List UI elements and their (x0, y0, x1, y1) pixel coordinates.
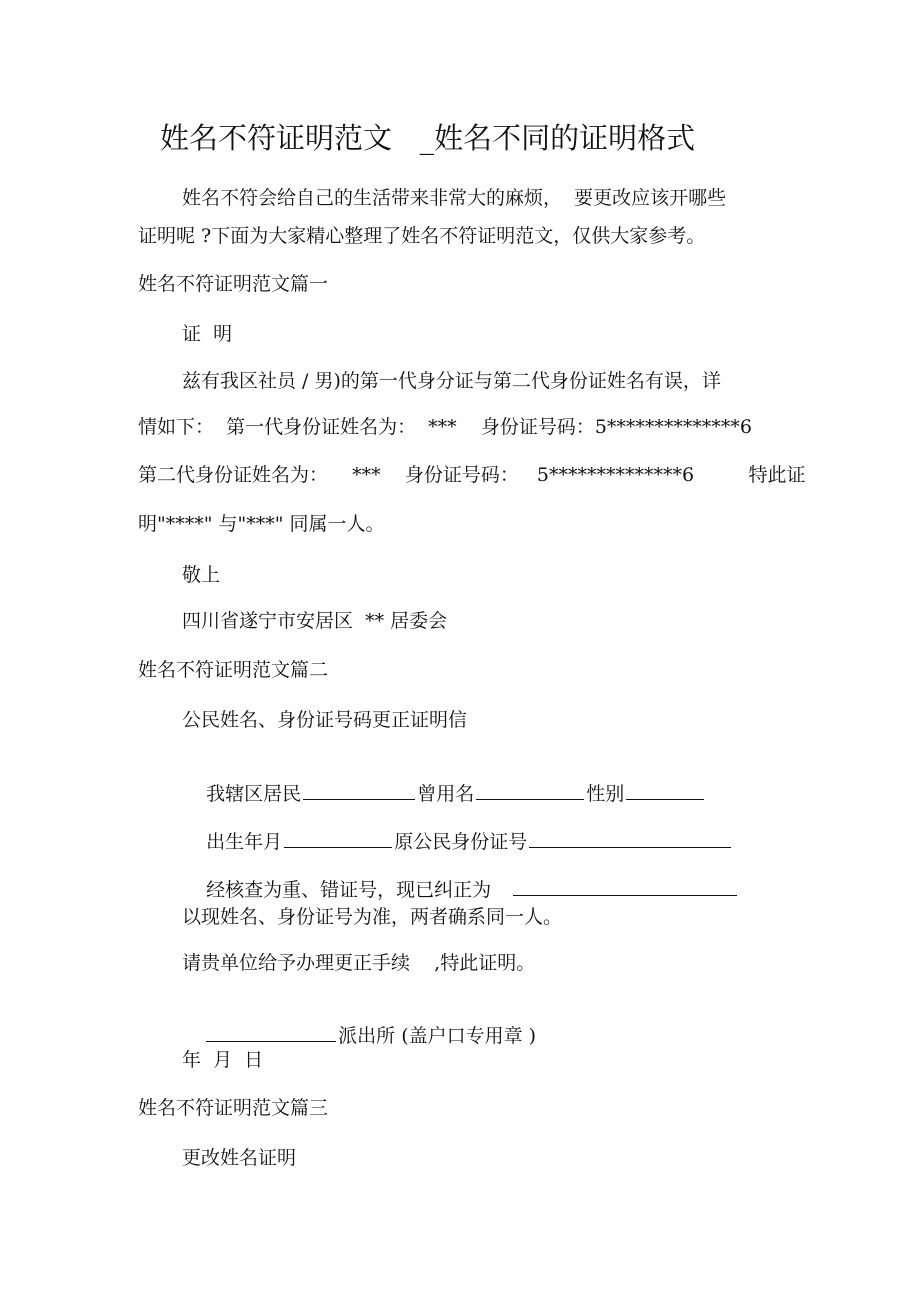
field-label-birth-date: 出生年月 (206, 831, 283, 853)
blank-original-id (529, 829, 731, 848)
blank-birth-date (284, 829, 392, 848)
paragraph-line: 兹有我区社员 / 男)的第一代身分证与第二代身份证姓名有误，详 (182, 370, 721, 392)
intro-line-1: 姓名不符会给自己的生活带来非常大的麻烦， 要更改应该开哪些 (182, 187, 727, 209)
paragraph-line: 以现姓名、身份证号为准，两者确系同一人。 (182, 906, 563, 928)
field-label-corrected: 经核查为重、错证号，现已纠正为 (206, 879, 492, 901)
organization-name: 四川省遂宁市安居区 ** 居委会 (182, 610, 448, 632)
intro-line-2: 证明呢 ?下面为大家精心整理了姓名不符证明范文，仅供大家参考。 (138, 225, 706, 247)
paragraph-line: 情如下： 第一代身份证姓名为： *** 身份证号码：5**************6 (138, 416, 752, 438)
field-label-gender: 性别 (586, 783, 625, 805)
blank-police-station (206, 1023, 336, 1042)
blank-gender (626, 781, 704, 800)
blank-corrected-id (513, 877, 737, 896)
name-change-heading: 更改姓名证明 (182, 1147, 297, 1169)
section-heading-3: 姓名不符证明范文篇三 (138, 1097, 329, 1119)
field-label-resident: 我辖区居民 (206, 783, 302, 805)
closing-text: 敬上 (182, 564, 221, 586)
paragraph-line: 明"****" 与"***" 同属一人。 (138, 513, 385, 535)
stamp-label: 派出所 (盖户口专用章 ) (338, 1025, 537, 1047)
blank-resident-name (303, 781, 415, 800)
document-title: 姓名不符证明范文 _姓名不同的证明格式 (160, 121, 696, 155)
field-label-original-id: 原公民身份证号 (394, 831, 528, 853)
section-heading-1: 姓名不符证明范文篇一 (138, 273, 329, 295)
date-line: 年 月 日 (182, 1049, 264, 1071)
letter-heading: 公民姓名、身份证号码更正证明信 (182, 709, 468, 731)
paragraph-line: 第二代身份证姓名为： *** 身份证号码： 5**************6 特此证 (138, 464, 806, 486)
paragraph-line: 请贵单位给予办理更正手续 ,特此证明。 (182, 952, 536, 974)
certificate-heading: 证 明 (182, 323, 233, 345)
field-label-former-name: 曾用名 (417, 783, 475, 805)
section-heading-2: 姓名不符证明范文篇二 (138, 659, 329, 681)
blank-former-name (476, 781, 584, 800)
